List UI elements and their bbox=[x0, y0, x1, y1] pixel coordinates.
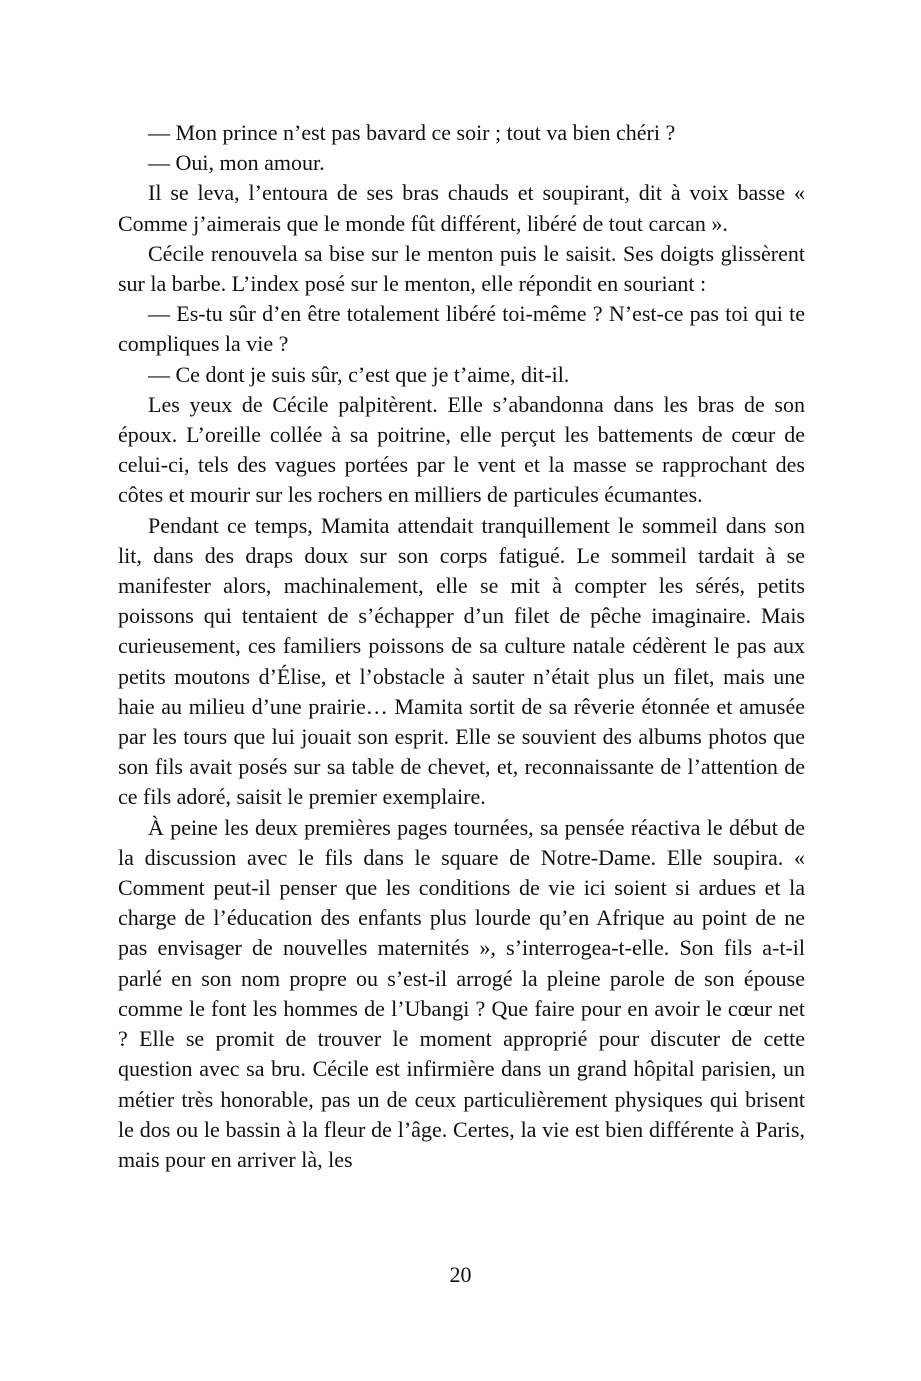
paragraph-4: Cécile renouvela sa bise sur le menton puis le saisit. Ses doigts glissèrent sur la barbe. L’index posé sur le menton, elle répondit en souriant : bbox=[118, 240, 805, 297]
paragraph-9: À peine les deux premières pages tournées, sa pensée réactiva le début de la discussion avec le fils dans le square de Notre-Dame. Elle soupira. « Comment peut-il penser que les conditions de vie ici soient si ardues et la charge de l’éducation des enfants plus lourde qu’en Afrique au point de ne pas envisager de nouvelles maternités », s’interrogea-t-elle. Son fils a-t-il parlé en son nom propre ou s’est-il arrogé la pleine parole de son épouse comme le font les hommes de l’Ubangi ? Que faire pour en avoir le cœur net ? Elle se promit de trouver le moment approprié pour discuter de cette question avec sa bru. Cécile est infirmière dans un grand hôpital parisien, un métier très honorable, pas un de ceux particulièrement physiques qui brisent le dos ou le bassin à la fleur de l’âge. Certes, la vie est bien différente à Paris, mais pour en arriver là, les bbox=[118, 814, 805, 1172]
paragraph-7: Les yeux de Cécile palpitèrent. Elle s’abandonna dans les bras de son époux. L’oreille collée à sa poitrine, elle perçut les battements de cœur de celui-ci, tels des vagues portées par le vent et la masse se rapprochant des côtes et mourir sur les rochers en milliers de particules écumantes. bbox=[118, 391, 805, 508]
paragraph-1: — Mon prince n’est pas bavard ce soir ; tout va bien chéri ? bbox=[148, 120, 676, 145]
paragraph-6: — Ce dont je suis sûr, c’est que je t’aime, dit-il. bbox=[148, 361, 570, 387]
paragraph-3: Il se leva, l’entoura de ses bras chauds et soupirant, dit à voix basse « Comme j’aimerais que le monde fût différent, libéré de tout carcan ». bbox=[118, 180, 805, 236]
page-number: 20 bbox=[449, 1262, 472, 1287]
paragraph-2: — Oui, mon amour. bbox=[148, 150, 325, 176]
paragraph-5: — Es-tu sûr d’en être totalement libéré toi-même ? N’est-ce pas toi qui te compliques la vie ? bbox=[118, 301, 805, 357]
paragraph-8: Pendant ce temps, Mamita attendait tranquillement le sommeil dans son lit, dans des draps doux sur son corps fatigué. Le sommeil tardait à se manifester alors, machinalement, elle se mit à compter les sérés, petits poissons qui tentaient de s’échapper d’un filet de pêche imaginaire. Mais curieusement, ces familiers poissons de sa culture natale cédèrent le pas aux petits moutons d’Élise, et l’obstacle à sauter n’était plus un filet, mais une haie au milieu d’une prairie… Mamita sortit de sa rêverie étonnée et amusée par les tours que lui jouait son esprit. Elle se souvient des albums photos que son fils avait posés sur sa table de chevet, et, reconnaissante de l’attention de ce fils adoré, saisit le premier exemplaire. bbox=[118, 512, 805, 810]
body-text bbox=[118, 118, 805, 1175]
